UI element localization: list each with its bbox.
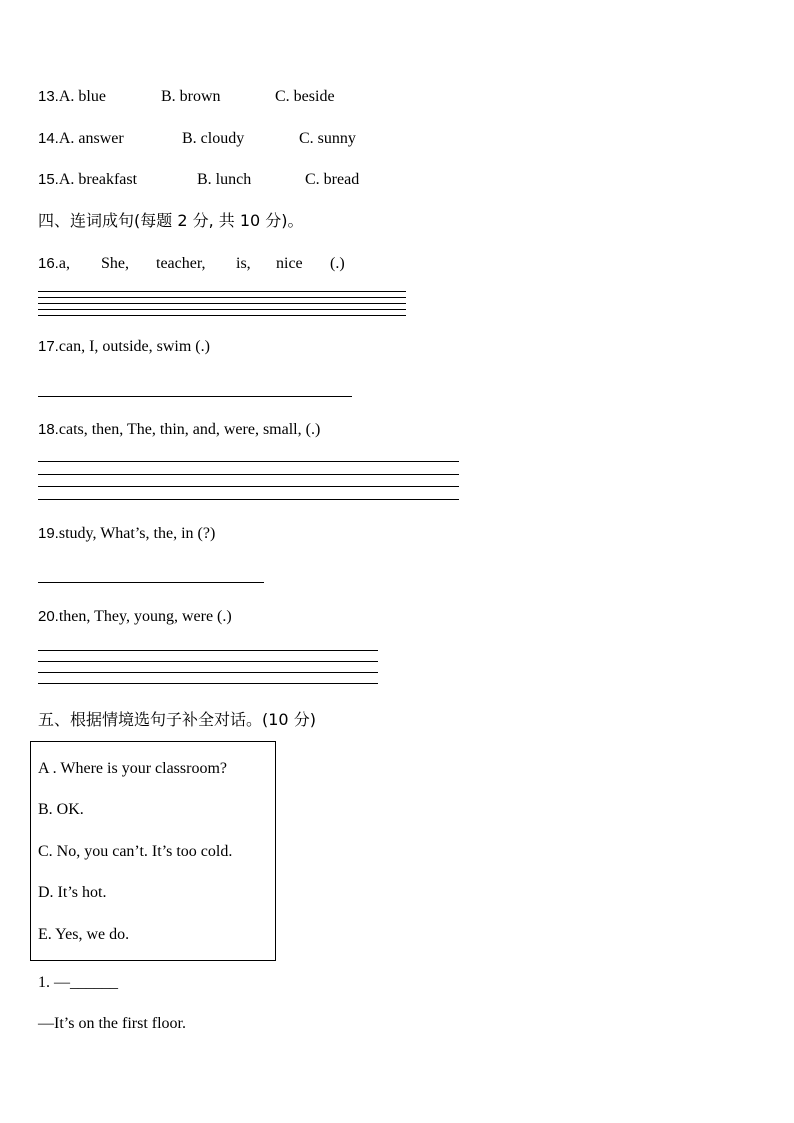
answer-line [38,683,378,684]
question-20 [38,607,232,627]
question-number: 17. [38,338,59,355]
answer-line [38,582,264,583]
answer-line [38,474,459,475]
answer-line [38,486,459,487]
option-e: E. Yes, we do. [38,926,130,943]
word: nice [276,255,303,272]
option-b: B. cloudy [182,130,245,147]
question-words: cats, then, The, thin, and, were, small, (.) [58,421,321,438]
answer-line [38,661,378,662]
answer-line [38,303,406,304]
section-4-heading: 四、连词成句(每题 2 分, 共 10 分)。 [38,211,304,230]
question-18 [38,420,320,440]
option-a: A. blue [58,88,106,105]
option-c: C. bread [305,171,360,188]
question-number: 15. [38,171,59,188]
answer-line [38,315,406,316]
option-d: D. It’s hot. [38,884,107,901]
question-number: 18. [38,421,59,438]
word: She, [101,255,129,272]
option-c: C. beside [275,88,335,105]
option-b: B. lunch [197,171,252,188]
section-5-heading: 五、根据情境选句子补全对话。(10 分) [38,710,316,729]
option-b: B. OK. [38,801,84,818]
question-19 [38,524,215,544]
question-words: then, They, young, were (.) [58,608,232,625]
question-number: 16. [38,255,59,272]
option-a: A. answer [58,130,124,147]
answer-line [38,461,459,462]
dialog-answer-1: —It’s on the first floor. [38,1015,186,1032]
question-words: study, What’s, the, in (?) [58,525,216,542]
question-17 [38,337,210,357]
question-number: 14. [38,130,59,147]
answer-line [38,291,406,292]
dialog-question-1: 1. —______ [38,974,118,991]
option-a: A . Where is your classroom? [38,760,227,777]
question-number: 13. [38,88,59,105]
question-words: can, I, outside, swim (.) [58,338,210,355]
answer-line [38,309,406,310]
option-b: B. brown [161,88,221,105]
answer-line [38,297,406,298]
answer-line [38,499,459,500]
word: a, [58,255,70,272]
word: teacher, [156,255,206,272]
answer-line [38,650,378,651]
word: (.) [330,255,345,272]
answer-line [38,672,378,673]
option-a: A. breakfast [58,171,138,188]
word: is, [236,255,251,272]
option-c: C. sunny [299,130,356,147]
question-number: 20. [38,608,59,625]
answer-line [38,396,352,397]
option-c: C. No, you can’t. It’s too cold. [38,843,233,860]
question-number: 19. [38,525,59,542]
